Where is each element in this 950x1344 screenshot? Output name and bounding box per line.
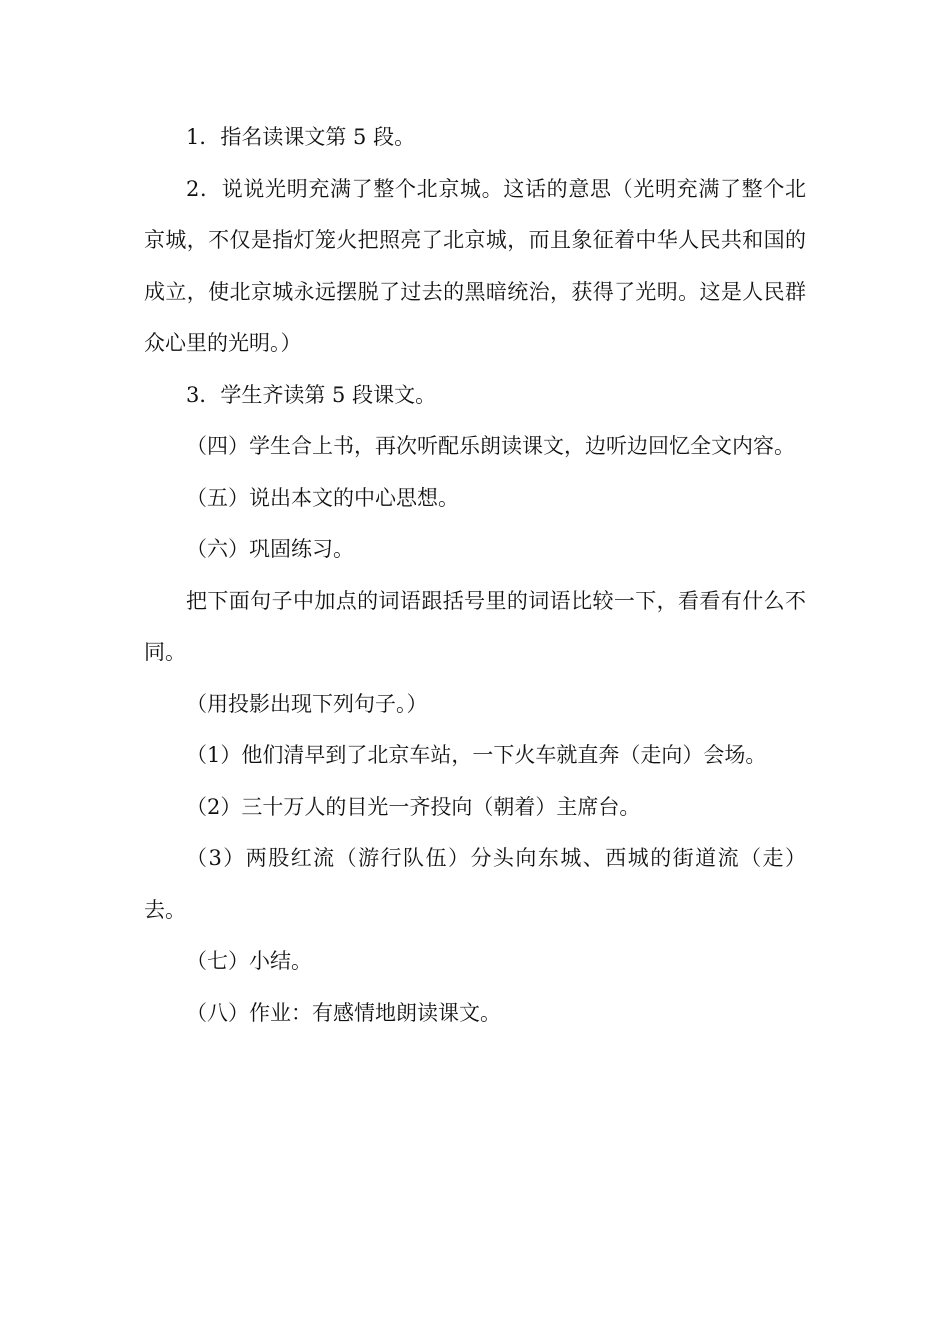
section-6-practice: （六）巩固练习。 xyxy=(186,537,354,561)
section-4-listen-recall: （四）学生合上书，再次听配乐朗读课文，边听边回忆全文内容。 xyxy=(186,434,795,458)
sentence-1: （1）他们清早到了北京车站，一下火车就直奔（走向）会场。 xyxy=(186,743,767,767)
projection-note: （用投影出现下列句子。） xyxy=(186,691,428,716)
section-8-homework: （八）作业：有感情地朗读课文。 xyxy=(186,1000,501,1025)
sentence-2: （2）三十万人的目光一齐投向（朝着）主席台。 xyxy=(186,794,641,819)
practice-instruction: 把下面句子中加点的词语跟括号里的词语比较一下，看看有什么不同。 xyxy=(144,588,806,664)
document-page xyxy=(144,112,806,1039)
section-5-central-idea: （五）说出本文的中心思想。 xyxy=(186,485,459,510)
section-7-summary: （七）小结。 xyxy=(186,949,312,973)
sentence-3: （3）两股红流（游行队伍）分头向东城、西城的街道流（走）去。 xyxy=(144,846,806,922)
step-3-read-together: 3．学生齐读第 5 段课文。 xyxy=(186,382,437,407)
step-2-explain-meaning: 2．说说光明充满了整个北京城。这话的意思（光明充满了整个北京城，不仅是指灯笼火把照亮了北京城，而且象征着中华人民共和国的成立，使北京城永远摆脱了过去的黑暗统治，获得了光明。这是人民群众心里的光明。） xyxy=(144,176,806,355)
step-1-read-paragraph-5: 1．指名读课文第 5 段。 xyxy=(186,125,416,149)
